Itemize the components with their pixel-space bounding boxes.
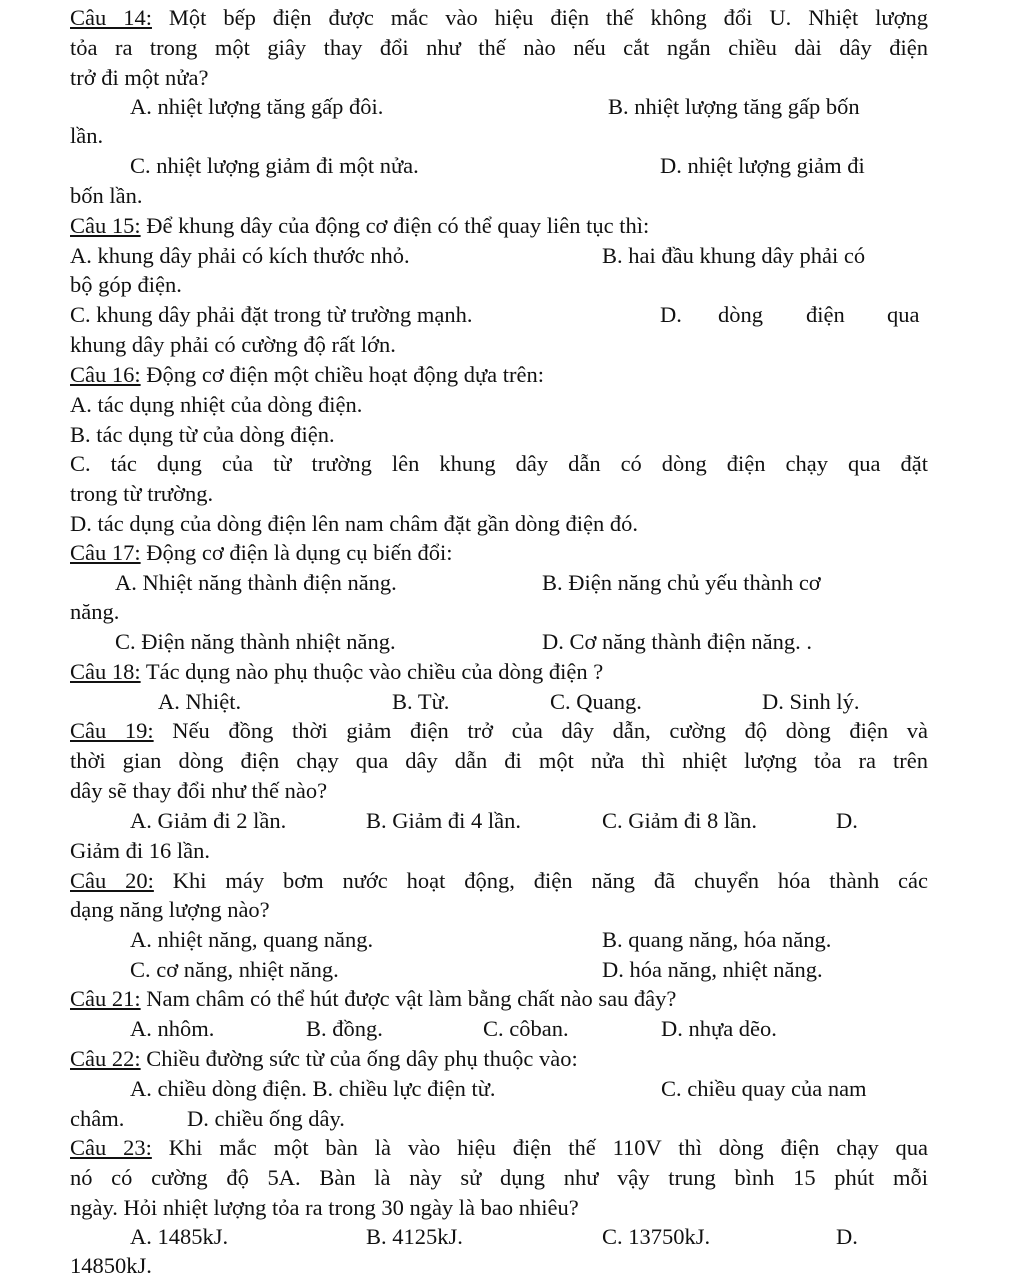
question-21-options-row <box>70 1014 928 1044</box>
question-19-options-row <box>70 806 928 836</box>
question-17-option-b: B. Điện năng chủ yếu thành cơ <box>542 570 821 595</box>
question-18-option-b: B. Từ. <box>392 689 450 714</box>
question-17-option-a: A. Nhiệt năng thành điện năng. <box>115 570 397 595</box>
question-22-options-row-1 <box>70 1074 928 1104</box>
question-14-line-2: tỏa ra trong một giây thay đổi như thế nào nếu cắt ngắn chiều dài dây điện <box>70 35 928 60</box>
question-14-option-b: B. nhiệt lượng tăng gấp bốn <box>608 94 860 119</box>
question-16-option-c-cont: trong từ trường. <box>70 481 214 506</box>
question-16-option-b: B. tác dụng từ của dòng điện. <box>70 422 335 447</box>
question-16-label: Câu 16: <box>70 362 141 387</box>
question-14-option-a: A. nhiệt lượng tăng gấp đôi. <box>130 94 384 119</box>
question-19-line-2: thời gian dòng điện chạy qua dây dẫn đi một nửa thì nhiệt lượng tỏa ra trên <box>70 748 928 773</box>
question-15-option-c: C. khung dây phải đặt trong từ trường mạnh. <box>70 302 473 327</box>
question-22-option-a-b: A. chiều dòng điện. B. chiều lực điện từ. <box>130 1076 496 1101</box>
question-23-line-1: Câu 23: Khi mắc một bàn là vào hiệu điện thế 110V thì dòng điện chạy qua <box>70 1135 929 1160</box>
question-23-option-d-cont: 14850kJ. <box>70 1253 152 1278</box>
question-14-line-1: Câu 14: Một bếp điện được mắc vào hiệu điện thế không đổi U. Nhiệt lượng <box>70 5 928 30</box>
question-15-option-d-word-1: dòng <box>718 302 763 327</box>
question-19-option-b: B. Giảm đi 4 lần. <box>366 808 521 833</box>
question-16-option-d: D. tác dụng của dòng điện lên nam châm đặt gần dòng điện đó. <box>70 511 638 536</box>
question-21-option-a: A. nhôm. <box>130 1016 215 1041</box>
question-19-option-a: A. Giảm đi 2 lần. <box>130 808 287 833</box>
question-14-line-3: trở đi một nửa? <box>70 65 209 90</box>
question-20-line-2: dạng năng lượng nào? <box>70 897 270 922</box>
question-19-option-d: D. <box>836 808 858 833</box>
question-20-option-b: B. quang năng, hóa năng. <box>602 927 832 952</box>
question-19-line-1: Câu 19: Nếu đồng thời giảm điện trở của dây dẫn, cường độ dòng điện và <box>70 718 928 743</box>
question-14-option-d: D. nhiệt lượng giảm đi <box>660 153 865 178</box>
question-14-option-c: C. nhiệt lượng giảm đi một nửa. <box>130 153 419 178</box>
question-23-option-c: C. 13750kJ. <box>602 1224 711 1249</box>
question-23-options-row <box>70 1222 928 1252</box>
question-23-line-3: ngày. Hỏi nhiệt lượng tỏa ra trong 30 ngày là bao nhiêu? <box>70 1195 579 1220</box>
question-21-option-b: B. đồng. <box>306 1016 383 1041</box>
question-17-option-c: C. Điện năng thành nhiệt năng. <box>115 629 396 654</box>
question-17-label: Câu 17: <box>70 540 141 565</box>
question-17-option-d: D. Cơ năng thành điện năng. . <box>542 629 812 654</box>
question-15-option-d-word-2: điện <box>806 302 845 327</box>
question-19-option-c: C. Giảm đi 8 lần. <box>602 808 757 833</box>
question-22-line-1: Câu 22: Chiều đường sức từ của ống dây phụ thuộc vào: <box>70 1046 578 1071</box>
question-15-label: Câu 15: <box>70 213 141 238</box>
question-14-option-b-cont: lần. <box>70 123 104 148</box>
question-16-option-c: C. tác dụng của từ trường lên khung dây dẫn có dòng điện chạy qua đặt <box>70 451 928 476</box>
question-14-label: Câu 14: <box>70 5 152 30</box>
question-14-options-row-2 <box>70 151 928 181</box>
question-20-options-row-1 <box>70 925 928 955</box>
question-17-options-row-1 <box>70 568 928 598</box>
question-20-option-a: A. nhiệt năng, quang năng. <box>130 927 374 952</box>
question-15-line-1: Câu 15: Để khung dây của động cơ điện có thể quay liên tục thì: <box>70 213 650 238</box>
question-15-option-d-word-3: qua <box>887 302 920 327</box>
question-20-options-row-2 <box>70 955 928 985</box>
question-22-option-c: C. chiều quay của nam <box>661 1076 867 1101</box>
question-20-line-1: Câu 20: Khi máy bơm nước hoạt động, điện năng đã chuyển hóa thành các <box>70 868 929 893</box>
question-18-option-d: D. Sinh lý. <box>762 689 860 714</box>
question-15-option-b: B. hai đầu khung dây phải có <box>602 243 866 268</box>
question-21-option-d: D. nhựa dẽo. <box>661 1016 777 1041</box>
question-14-options-row-1 <box>70 92 928 122</box>
question-19-option-d-cont: Giảm đi 16 lần. <box>70 838 210 863</box>
question-20-option-d: D. hóa năng, nhiệt năng. <box>602 957 823 982</box>
question-21-line-1: Câu 21: Nam châm có thể hút được vật làm bằng chất nào sau đây? <box>70 986 677 1011</box>
question-21-label: Câu 21: <box>70 986 141 1011</box>
question-15-option-a: A. khung dây phải có kích thước nhỏ. <box>70 243 410 268</box>
question-22-option-c-cont: châm. <box>70 1106 125 1131</box>
question-18-label: Câu 18: <box>70 659 141 684</box>
question-17-options-row-2 <box>70 627 928 657</box>
question-18-option-c: C. Quang. <box>550 689 642 714</box>
question-14-option-d-cont: bốn lần. <box>70 183 143 208</box>
question-18-line-1: Câu 18: Tác dụng nào phụ thuộc vào chiều của dòng điện ? <box>70 659 604 684</box>
question-18-options-row <box>70 687 928 717</box>
question-23-label: Câu 23: <box>70 1135 152 1160</box>
question-20-option-c: C. cơ năng, nhiệt năng. <box>130 957 339 982</box>
question-17-line-1: Câu 17: Động cơ điện là dụng cụ biến đổi: <box>70 540 453 565</box>
question-17-option-b-cont: năng. <box>70 599 120 624</box>
question-21-option-c: C. côban. <box>483 1016 569 1041</box>
question-23-option-b: B. 4125kJ. <box>366 1224 463 1249</box>
question-19-line-3: dây sẽ thay đổi như thế nào? <box>70 778 328 803</box>
question-22-option-d: D. chiều ống dây. <box>187 1106 345 1131</box>
question-23-option-d: D. <box>836 1224 858 1249</box>
question-16-option-a: A. tác dụng nhiệt của dòng điện. <box>70 392 363 417</box>
question-22-options-row-2 <box>70 1104 928 1134</box>
question-23-option-a: A. 1485kJ. <box>130 1224 229 1249</box>
question-22-label: Câu 22: <box>70 1046 141 1071</box>
question-23-line-2: nó có cường độ 5A. Bàn là này sử dụng như vậy trung bình 15 phút mỗi <box>70 1165 928 1190</box>
question-15-options-row-1 <box>70 241 928 271</box>
question-18-option-a: A. Nhiệt. <box>158 689 242 714</box>
question-20-label: Câu 20: <box>70 868 154 893</box>
question-15-option-d-letter: D. <box>660 302 682 327</box>
question-19-label: Câu 19: <box>70 718 154 743</box>
question-16-line-1: Câu 16: Động cơ điện một chiều hoạt động dựa trên: <box>70 362 544 387</box>
question-15-options-row-2 <box>70 300 928 330</box>
question-15-option-d-cont: khung dây phải có cường độ rất lớn. <box>70 332 396 357</box>
question-15-option-b-cont: bộ góp điện. <box>70 272 182 297</box>
